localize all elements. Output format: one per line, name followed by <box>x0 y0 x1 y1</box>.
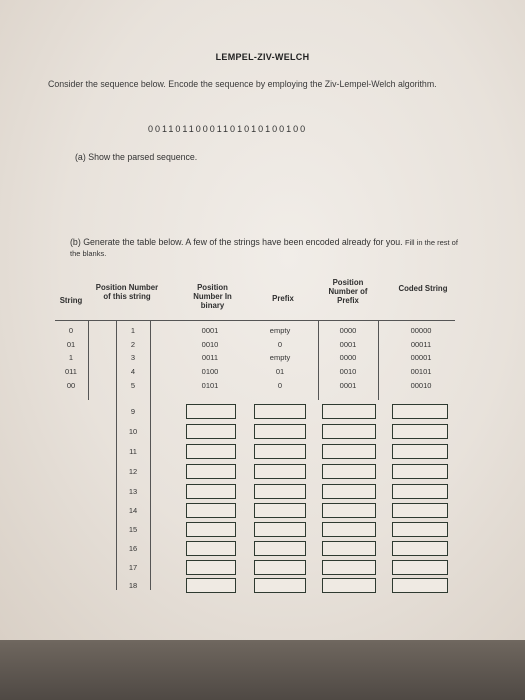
blank-prefix-position-field[interactable] <box>322 541 376 556</box>
binary-cell: 0100 <box>201 367 219 376</box>
blank-prefix-position-field[interactable] <box>322 522 376 537</box>
binary-cell: 0010 <box>201 340 219 349</box>
part-b-text: (b) Generate the table below. A few of the strings have been encoded already for you. <box>70 237 403 247</box>
blank-prefix-field[interactable] <box>254 464 306 479</box>
string-cell: 00 <box>66 381 76 390</box>
position-cell: 4 <box>130 367 136 376</box>
prefix-position-cell: 0010 <box>339 367 357 376</box>
blank-binary-field[interactable] <box>186 560 236 575</box>
prefix-cell: 0 <box>277 340 283 349</box>
position-cell: 3 <box>130 353 136 362</box>
blank-prefix-field[interactable] <box>254 503 306 518</box>
string-cell: 011 <box>65 367 77 376</box>
blank-prefix-position-field[interactable] <box>322 424 376 439</box>
prefix-cell: 01 <box>275 367 285 376</box>
prefix-position-cell: 0000 <box>339 353 357 362</box>
column-divider <box>88 320 89 400</box>
coded-cell: 00101 <box>410 367 432 376</box>
blank-prefix-field[interactable] <box>254 484 306 499</box>
blank-binary-field[interactable] <box>186 541 236 556</box>
blank-coded-field[interactable] <box>392 484 448 499</box>
blank-binary-field[interactable] <box>186 404 236 419</box>
binary-sequence: 00110110001101010100100 <box>148 124 308 134</box>
blank-binary-field[interactable] <box>186 503 236 518</box>
blank-binary-field[interactable] <box>186 578 236 593</box>
column-divider <box>150 320 151 590</box>
blank-coded-field[interactable] <box>392 503 448 518</box>
position-cell: 14 <box>128 506 138 515</box>
header-rule <box>55 320 455 321</box>
coded-cell: 00000 <box>410 326 432 335</box>
header-position-prefix: Position Number of Prefix <box>328 278 368 305</box>
blank-prefix-position-field[interactable] <box>322 503 376 518</box>
blank-prefix-position-field[interactable] <box>322 444 376 459</box>
position-cell: 16 <box>128 544 138 553</box>
blank-coded-field[interactable] <box>392 404 448 419</box>
blank-prefix-field[interactable] <box>254 404 306 419</box>
column-divider <box>378 320 379 400</box>
coded-cell: 00010 <box>410 381 432 390</box>
blank-binary-field[interactable] <box>186 522 236 537</box>
prefix-cell: empty <box>269 326 291 335</box>
blank-prefix-position-field[interactable] <box>322 578 376 593</box>
blank-binary-field[interactable] <box>186 444 236 459</box>
position-cell: 2 <box>130 340 136 349</box>
binary-cell: 0101 <box>201 381 219 390</box>
blank-binary-field[interactable] <box>186 464 236 479</box>
blank-prefix-field[interactable] <box>254 578 306 593</box>
blank-coded-field[interactable] <box>392 444 448 459</box>
blank-prefix-field[interactable] <box>254 424 306 439</box>
blank-binary-field[interactable] <box>186 484 236 499</box>
part-b-note: Fill in the rest of the blanks. <box>70 238 458 258</box>
instructions-text: Consider the sequence below. Encode the sequence by employing the Ziv-Lempel-Welch algorithm. <box>48 79 437 89</box>
string-cell: 0 <box>68 326 74 335</box>
prefix-position-cell: 0001 <box>339 340 357 349</box>
coded-cell: 00011 <box>410 340 432 349</box>
binary-cell: 0001 <box>201 326 219 335</box>
blank-coded-field[interactable] <box>392 424 448 439</box>
blank-prefix-position-field[interactable] <box>322 464 376 479</box>
blank-prefix-field[interactable] <box>254 522 306 537</box>
blank-binary-field[interactable] <box>186 424 236 439</box>
part-b-prompt <box>70 237 460 259</box>
prefix-cell: 0 <box>277 381 283 390</box>
position-cell: 12 <box>128 467 138 476</box>
prefix-position-cell: 0000 <box>339 326 357 335</box>
blank-prefix-position-field[interactable] <box>322 484 376 499</box>
header-string: String <box>59 296 83 305</box>
blank-prefix-field[interactable] <box>254 560 306 575</box>
prefix-cell: empty <box>269 353 291 362</box>
position-cell: 15 <box>128 525 138 534</box>
blank-prefix-position-field[interactable] <box>322 404 376 419</box>
position-cell: 11 <box>129 447 137 456</box>
blank-prefix-position-field[interactable] <box>322 560 376 575</box>
position-cell: 5 <box>130 381 136 390</box>
column-divider <box>318 320 319 400</box>
blank-coded-field[interactable] <box>392 578 448 593</box>
position-cell: 18 <box>128 581 138 590</box>
blank-coded-field[interactable] <box>392 464 448 479</box>
string-cell: 01 <box>66 340 76 349</box>
blank-prefix-field[interactable] <box>254 541 306 556</box>
position-cell: 9 <box>130 407 136 416</box>
string-cell: 1 <box>68 353 74 362</box>
binary-cell: 0011 <box>201 353 219 362</box>
header-position-binary: Position Number In binary <box>193 283 232 310</box>
position-cell: 17 <box>128 563 138 572</box>
blank-prefix-field[interactable] <box>254 444 306 459</box>
blank-coded-field[interactable] <box>392 522 448 537</box>
position-cell: 1 <box>130 326 136 335</box>
header-prefix: Prefix <box>272 294 294 303</box>
position-cell: 10 <box>128 427 138 436</box>
prefix-position-cell: 0001 <box>339 381 357 390</box>
blank-coded-field[interactable] <box>392 541 448 556</box>
header-coded-string: Coded String <box>398 284 448 293</box>
header-position-number: Position Number of this string <box>95 283 159 301</box>
coded-cell: 00001 <box>410 353 432 362</box>
part-a-prompt: (a) Show the parsed sequence. <box>75 152 198 162</box>
worksheet-title: LEMPEL-ZIV-WELCH <box>215 52 310 62</box>
position-cell: 13 <box>128 487 138 496</box>
blank-coded-field[interactable] <box>392 560 448 575</box>
